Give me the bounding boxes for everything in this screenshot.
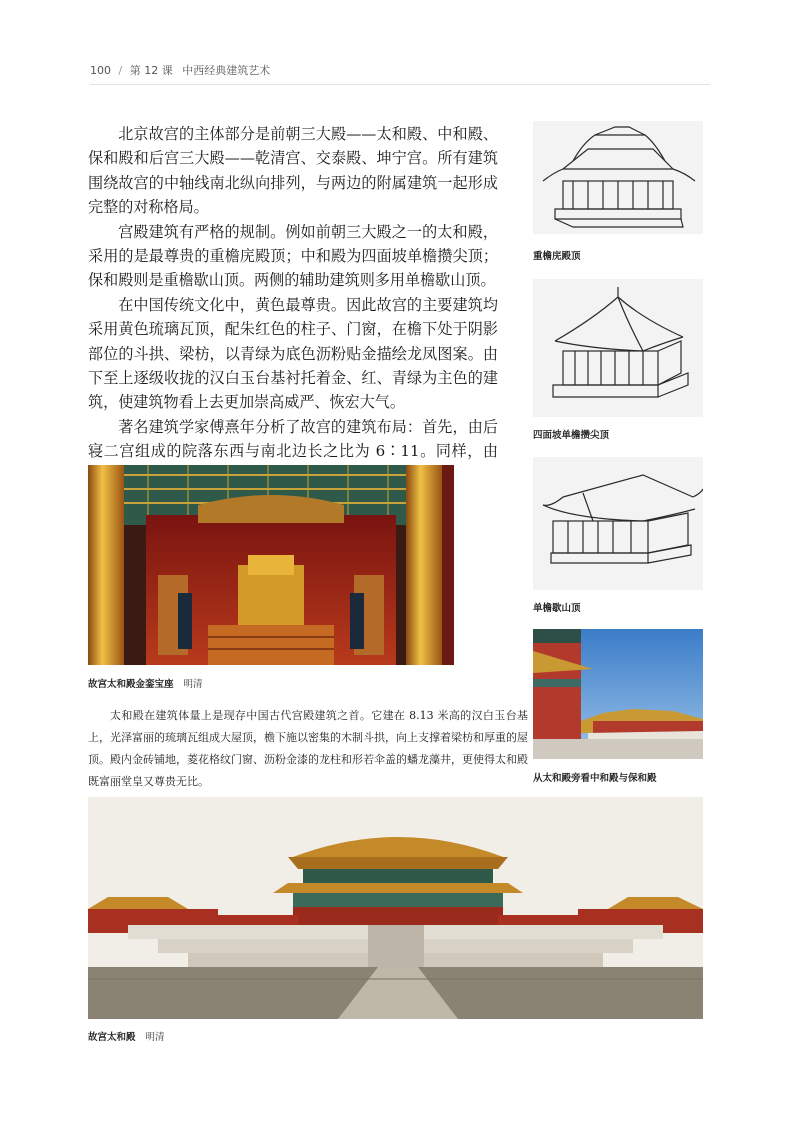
paragraph: 北京故宫的主体部分是前朝三大殿——太和殿、中和殿、保和殿和后宫三大殿——乾清宫、交泰殿、坤宁宫。所有建筑围绕故宫的中轴线南北纵向排列，与两边的附属建筑一起形成完整的对称格局。	[88, 125, 498, 217]
caption-hall-title: 故宫太和殿	[88, 1032, 136, 1043]
caption-roof-hip: 重檐庑殿顶	[533, 251, 581, 262]
photo-throne	[88, 465, 454, 665]
running-header	[90, 62, 270, 78]
caption-hall	[88, 1029, 165, 1043]
roof-sketch-gable-hip	[533, 457, 703, 590]
description-text	[88, 705, 528, 793]
caption-throne	[88, 676, 203, 690]
caption-throne-title: 故宫太和殿金銮宝座	[88, 679, 174, 690]
roof-sketch-pyramidal	[533, 279, 703, 417]
header-rule	[90, 84, 710, 85]
page-number: 100	[90, 64, 111, 77]
lesson-title: 中西经典建筑艺术	[182, 64, 271, 77]
header-separator: /	[118, 64, 123, 77]
roof-sketch-hip-double-eave	[533, 121, 703, 234]
caption-throne-period: 明清	[183, 679, 203, 690]
paragraph: 在中国传统文化中，黄色最尊贵。因此故宫的主要建筑均采用黄色琉璃瓦顶，配朱红色的柱子、门窗，在檐下处于阴影部位的斗拱、梁枋，以青绿为底色沥粉贴金描绘龙凤图案。由下至上逐级收拢的汉白玉台基衬托着金、红、青绿为主色的建筑，使建筑物看上去更加崇高威严、恢宏大气。	[88, 295, 498, 412]
description-paragraph: 太和殿在建筑体量上是现存中国古代宫殿建筑之首。它建在 8.13 米高的汉白玉台基上，光泽富丽的琉璃瓦组成大屋顶，檐下施以密集的木制斗拱，向上支撑着梁枋和厚重的屋顶。殿内金砖铺地，菱花格纹门窗、沥粉金漆的龙柱和形若伞盖的蟠龙藻井，更使得太和殿既富丽堂皇又尊贵无比。	[88, 709, 528, 788]
main-text	[88, 122, 498, 488]
photo-taihe-hall	[88, 797, 703, 1019]
paragraph: 著名建筑学家傅熹年分析了故宫的建筑布局：首先，由后寝二宫组成的院落东西与南北边长之比为 6∶11。同样，由	[88, 417, 498, 461]
caption-hall-period: 明清	[145, 1032, 165, 1043]
paragraph: 宫殿建筑有严格的规制。例如前朝三大殿之一的太和殿，采用的是最尊贵的重檐庑殿顶；中和殿为四面坡单檐攒尖顶；保和殿则是重檐歇山顶。两侧的辅助建筑则多用单檐歇山顶。	[88, 222, 498, 290]
caption-roof-pyramidal: 四面坡单檐攒尖顶	[533, 430, 610, 441]
photo-view-zhonghe-baohe	[533, 629, 703, 759]
lesson-label: 第 12 课	[129, 64, 173, 77]
caption-roof-gable-hip: 单檐歇山顶	[533, 603, 581, 614]
caption-view: 从太和殿旁看中和殿与保和殿	[533, 773, 657, 784]
